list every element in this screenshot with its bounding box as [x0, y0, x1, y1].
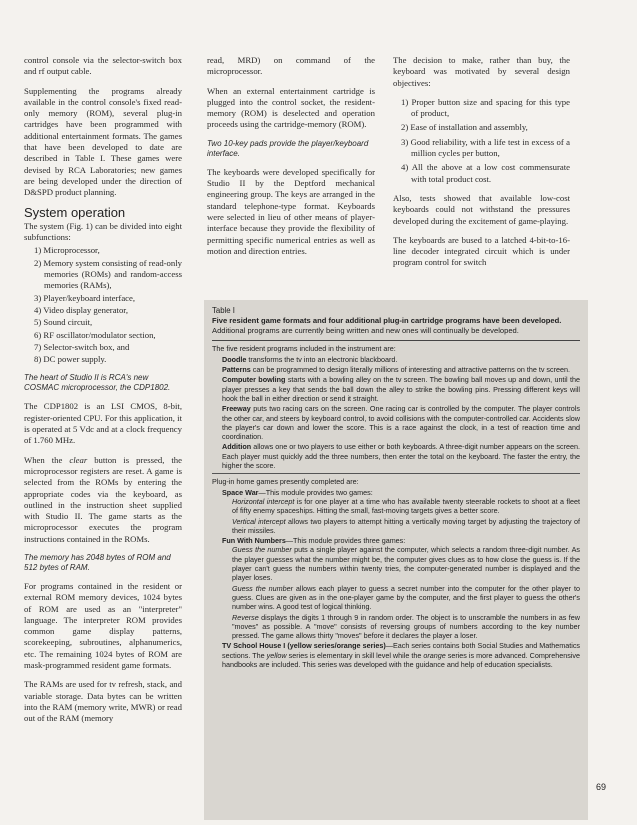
- game-desc: allows one or two players to use either or both keyboards. A three-digit number appears on the screen. Each player must quickly add the three numbers, then enter the total on the keyboard. The faster the entry, the higher the score.: [222, 442, 580, 471]
- game-entry: [212, 497, 580, 516]
- paragraph: The CDP1802 is an LSI CMOS, 8-bit, register-oriented CPU. For this application, it is operated at 5 Vdc and at a clock frequency of 1.760 MHz.: [24, 401, 182, 446]
- paragraph: control console via the selector-switch box and rf output cable.: [24, 55, 182, 77]
- list-item: 8) DC power supply.: [34, 354, 107, 365]
- table-divider: [212, 473, 580, 474]
- game-entry: [212, 404, 580, 441]
- game-name: Vertical intercept: [232, 516, 286, 526]
- pull-caption: The memory has 2048 bytes of ROM and 512 bytes of RAM.: [24, 552, 171, 572]
- list-item: 7) Selector-switch box, and: [34, 341, 130, 352]
- list-item: 5) Sound circuit,: [34, 317, 93, 328]
- text-run: When the: [24, 454, 70, 465]
- game-desc: allows each player to guess a secret number into the computer for the other player to guess. Clues are given as in the one-player game by the computer, and the first player to guess the other's number wins. A good test of logical thinking.: [232, 583, 580, 612]
- game-desc: can be programmed to design literally millions of interesting and attractive patterns on the tv screen.: [250, 365, 570, 375]
- game-name: Computer bowling: [222, 375, 286, 385]
- paragraph: When an external entertainment cartridge is plugged into the control socket, the resident-memory (ROM) is deselected and operation proceeds using the cartridge-memory (ROM).: [207, 85, 375, 130]
- paragraph: The keyboards were developed specifically for Studio II by the Deptford mechanical engineering group. The keys are arranged in the standard telephone-type format. Keyboards were selected in lieu of other means of player-interface because they provide the flexibility of permitting specific numerical entries as well as motion and direction entries.: [207, 166, 375, 256]
- module-title: [212, 488, 580, 497]
- text-run-italic: clear: [69, 454, 88, 465]
- plugin-intro: Plug-in home games presently completed are:: [212, 477, 359, 487]
- list-item: 2) Ease of installation and assembly,: [401, 122, 528, 133]
- paragraph: The system (Fig. 1) can be divided into eight subfunctions:: [24, 220, 182, 243]
- game-entry: [212, 442, 580, 470]
- game-entry: [212, 375, 580, 403]
- paragraph: The decision to make, rather than buy, the keyboard was motivated by several design objectives:: [393, 55, 570, 88]
- game-entry: [212, 365, 580, 374]
- module-title-rest: —This module provides two games:: [258, 487, 373, 497]
- module-entry: [212, 641, 580, 669]
- paragraph: Supplementing the programs already available in the control console's fixed read-only memory (ROM), several plug-in cartridges have been programmed with additional entertainment formats. The games that have been developed to date are described in Table I. These games were devised by RCA Laboratories; new games are being developed under the direction of D&SPD product planning.: [24, 85, 182, 198]
- table-title-bold: Five resident game formats and four additional plug-in cartridge programs have been developed.: [212, 316, 562, 326]
- module-title: [212, 536, 580, 545]
- pull-caption: Two 10-key pads provide the player/keyboard interface.: [207, 138, 369, 158]
- game-desc: is for one player at a time who has available twenty steerable rockets to shoot at a fleet of fifty enemy spaceships. Hitting the small, fast-moving targets gives a better score.: [232, 496, 580, 516]
- list-item: 4) Video display generator,: [34, 304, 129, 315]
- module-title-rest: —This module provides three games:: [285, 536, 406, 546]
- text-column-3: [393, 55, 570, 277]
- game-name: Reverse: [232, 612, 259, 622]
- game-desc: transforms the tv into an electronic blackboard.: [246, 354, 398, 364]
- table-label: Table I: [212, 306, 235, 315]
- page-number: 69: [596, 782, 607, 792]
- objective-list: [393, 97, 570, 185]
- game-name: Guess the number: [232, 545, 292, 555]
- module-name: TV School House I (yellow series/orange series): [222, 641, 386, 651]
- paragraph: [24, 455, 182, 545]
- game-name: Horizontal intercept: [232, 496, 295, 506]
- game-entry: [212, 545, 580, 582]
- game-entry: [212, 584, 580, 612]
- game-entry: [212, 613, 580, 641]
- resident-intro: The five resident programs included in the instrument are:: [212, 344, 396, 354]
- list-item: 3) Good reliability, with a life test in excess of a million cycles per button,: [401, 136, 570, 159]
- module-desc: series is more advanced. Comprehensive handbooks are included. This series was developed with the guidance and help of education specialists.: [222, 650, 580, 669]
- game-desc: displays the digits 1 through 9 in random order. The object is to unscramble the numbers in as few "moves" as possible. A "move" consists of reversing groups of numbers according to the key number pressed. The game allows thirty "moves" before it declares the player a loser.: [232, 612, 580, 641]
- game-desc: starts with a bowling alley on the tv screen. The bowling ball moves up and down, until the player presses a key that sends the ball down the alley to strike the bowling pins. Pressing different keys will hook the ball in either direction or send it straight.: [222, 375, 580, 403]
- paragraph: For programs contained in the resident or external ROM memory devices, 1024 bytes of ROM are used as an "interpreter" language. The interpreter ROM provides common game display patterns, scorekeeping, subroutines, alphanumerics, etc. The remaining 1024 bytes of ROM are mask-programmed resident game formats.: [24, 580, 182, 671]
- game-name: Freeway: [222, 404, 251, 414]
- text-run: button is pressed, the microprocessor registers are reset. A game is selected from the ROMs by entering the appropriate codes via the keyboard, as outlined in the instruction sheet supplied with Studio II. The game starts as the microprocessor executes the program instructions contained in the ROMs.: [24, 454, 182, 544]
- text-column-1: [24, 55, 182, 733]
- table-rule: [212, 340, 580, 341]
- game-name: Guess the number: [232, 583, 293, 593]
- text-column-2: [207, 55, 375, 265]
- module-name: Fun With Numbers: [222, 536, 286, 546]
- module-name: Space War: [222, 487, 259, 497]
- list-item: 4) All the above at a low cost commensurate with total product cost.: [401, 162, 570, 184]
- game-desc: puts two racing cars on the screen. One racing car is controlled by the computer. The player controls the other car, and steers by keyboard control, to avoid collisions with the computer-controlled car. Accidents slow the player's car down and lower the score. This is a race against the clock, in a test of reaction time and coordination.: [222, 404, 580, 442]
- paragraph: The keyboards are bused to a latched 4-bit-to-16-line decoder integrated circuit which is under program control for switch: [393, 234, 570, 268]
- module-desc: —Each series contains both Social Studies and Mathematics sections. The: [222, 641, 581, 660]
- game-entry: [212, 517, 580, 536]
- game-desc: puts a single player against the computer, which selects a random three-digit number. As the player guesses what the number might be, the computer gives clues as to how close the guess is. If the player can't guess the numbers within twenty tries, the computer-generated number is displayed and the player loses.: [232, 545, 580, 583]
- table-title-rest: Additional programs are currently being written and new ones will continually be developed.: [212, 325, 519, 335]
- section-heading: System operation: [24, 204, 126, 220]
- list-item: 2) Memory system consisting of read-only memories (ROMs) and random-access memories (RAMs),: [34, 257, 182, 291]
- pull-caption: The heart of Studio II is RCA's new COSMAC microprocessor, the CDP1802.: [24, 373, 171, 393]
- paragraph: Also, tests showed that available low-cost keyboards could not withstand the pressures developed during the excitement of game-playing.: [393, 192, 570, 226]
- game-name: Addition: [222, 442, 252, 452]
- module-desc: series is elementary in skill level while the: [286, 650, 424, 660]
- text-run-italic: yellow: [266, 650, 287, 660]
- game-entry: [212, 355, 580, 364]
- table-1-box: [204, 300, 588, 820]
- list-item: 6) RF oscillator/modulator section,: [34, 329, 156, 340]
- text-run-italic: orange: [423, 650, 446, 660]
- list-item: 1) Microprocessor,: [34, 245, 100, 256]
- list-item: 1) Proper button size and spacing for this type of product,: [401, 96, 570, 119]
- game-desc: allows two players to attempt hitting a vertically moving target by adjusting the trajectory of their missiles.: [232, 516, 580, 535]
- table-title: [212, 316, 580, 335]
- game-name: Patterns: [222, 365, 251, 375]
- paragraph: The RAMs are used for tv refresh, stack, and variable storage. Data bytes can be written into the RAM (memory write, MWR) or read out of the RAM (memory: [24, 679, 182, 724]
- game-name: Doodle: [222, 354, 247, 364]
- list-item: 3) Player/keyboard interface,: [34, 292, 136, 303]
- paragraph: read, MRD) on command of the microprocessor.: [207, 55, 375, 77]
- subfunction-list: [24, 245, 182, 365]
